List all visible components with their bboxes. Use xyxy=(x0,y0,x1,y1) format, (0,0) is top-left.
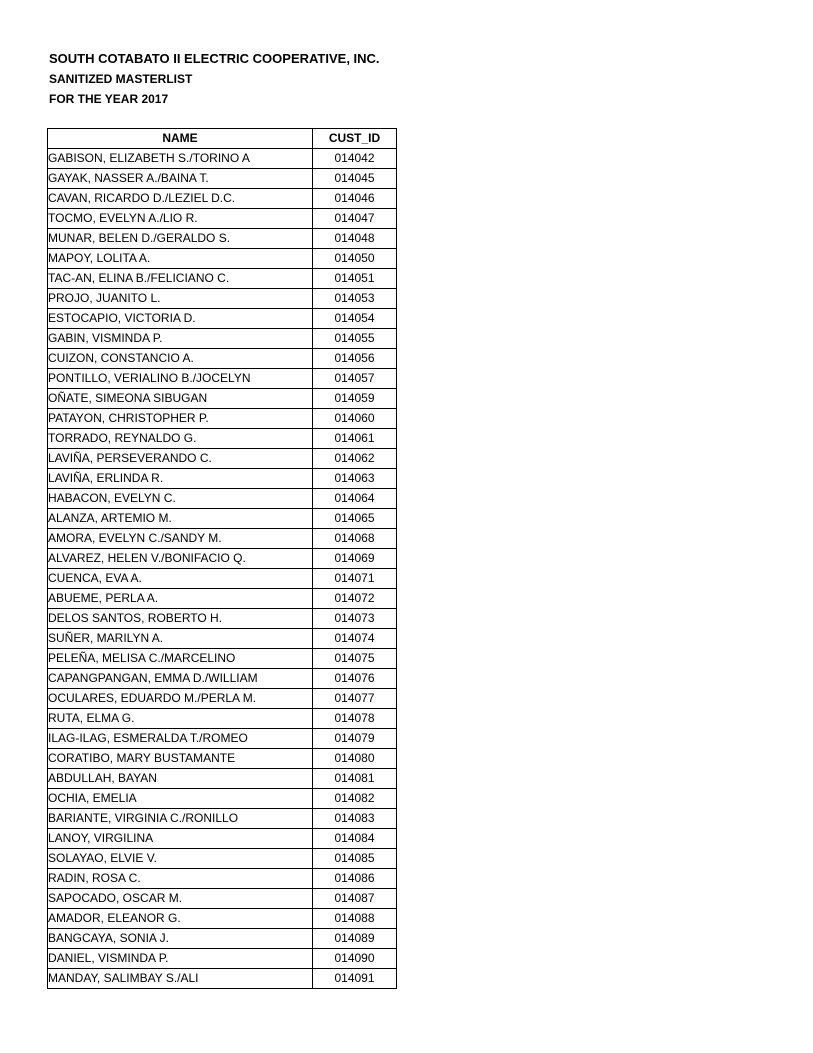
table-row xyxy=(48,529,397,549)
customer-name-cell: HABACON, EVELYN C. xyxy=(48,489,313,509)
header-row xyxy=(48,129,397,149)
table-row xyxy=(48,409,397,429)
customer-id-cell: 014083 xyxy=(313,809,397,829)
customer-name-cell: PONTILLO, VERIALINO B./JOCELYN xyxy=(48,369,313,389)
customer-name-cell: MANDAY, SALIMBAY S./ALI xyxy=(48,969,313,989)
customer-id-cell: 014063 xyxy=(313,469,397,489)
customer-name-cell: BANGCAYA, SONIA J. xyxy=(48,929,313,949)
customer-id-cell: 014064 xyxy=(313,489,397,509)
table-row xyxy=(48,869,397,889)
table-row xyxy=(48,509,397,529)
table-row xyxy=(48,969,397,989)
customer-id-cell: 014080 xyxy=(313,749,397,769)
table-header xyxy=(48,129,397,149)
customer-id-cell: 014085 xyxy=(313,849,397,869)
table-row xyxy=(48,249,397,269)
table-row xyxy=(48,489,397,509)
customer-id-cell: 014074 xyxy=(313,629,397,649)
customer-id-cell: 014078 xyxy=(313,709,397,729)
customer-id-cell: 014060 xyxy=(313,409,397,429)
table-row xyxy=(48,769,397,789)
customer-name-cell: DELOS SANTOS, ROBERTO H. xyxy=(48,609,313,629)
customer-id-cell: 014054 xyxy=(313,309,397,329)
table-row xyxy=(48,449,397,469)
company-title: SOUTH COTABATO II ELECTRIC COOPERATIVE, INC. xyxy=(49,51,380,66)
customer-name-cell: GABISON, ELIZABETH S./TORINO A xyxy=(48,149,313,169)
name-column-header: NAME xyxy=(48,129,313,149)
customer-name-cell: MAPOY, LOLITA A. xyxy=(48,249,313,269)
table-row xyxy=(48,209,397,229)
table-row xyxy=(48,469,397,489)
table-row xyxy=(48,649,397,669)
table-row xyxy=(48,389,397,409)
customer-id-cell: 014062 xyxy=(313,449,397,469)
customer-name-cell: OCULARES, EDUARDO M./PERLA M. xyxy=(48,689,313,709)
document-subtitle: SANITIZED MASTERLIST xyxy=(49,72,193,86)
table-row xyxy=(48,909,397,929)
table-row xyxy=(48,889,397,909)
customer-name-cell: SOLAYAO, ELVIE V. xyxy=(48,849,313,869)
customer-name-cell: CUENCA, EVA A. xyxy=(48,569,313,589)
table-row xyxy=(48,229,397,249)
table-row xyxy=(48,609,397,629)
customer-name-cell: LAVIÑA, PERSEVERANDO C. xyxy=(48,449,313,469)
customer-name-cell: ABDULLAH, BAYAN xyxy=(48,769,313,789)
masterlist-table xyxy=(47,128,397,989)
customer-id-cell: 014048 xyxy=(313,229,397,249)
customer-name-cell: PATAYON, CHRISTOPHER P. xyxy=(48,409,313,429)
customer-id-cell: 014076 xyxy=(313,669,397,689)
table-row xyxy=(48,789,397,809)
customer-id-cell: 014046 xyxy=(313,189,397,209)
customer-name-cell: BARIANTE, VIRGINIA C./RONILLO xyxy=(48,809,313,829)
table-row xyxy=(48,369,397,389)
table-row xyxy=(48,729,397,749)
customer-id-cell: 014057 xyxy=(313,369,397,389)
table-row xyxy=(48,169,397,189)
customer-id-cell: 014084 xyxy=(313,829,397,849)
table-row xyxy=(48,749,397,769)
customer-name-cell: TAC-AN, ELINA B./FELICIANO C. xyxy=(48,269,313,289)
table-row xyxy=(48,349,397,369)
customer-name-cell: ILAG-ILAG, ESMERALDA T./ROMEO xyxy=(48,729,313,749)
customer-name-cell: ALANZA, ARTEMIO M. xyxy=(48,509,313,529)
customer-name-cell: TORRADO, REYNALDO G. xyxy=(48,429,313,449)
customer-id-cell: 014077 xyxy=(313,689,397,709)
customer-name-cell: LAVIÑA, ERLINDA R. xyxy=(48,469,313,489)
customer-name-cell: AMORA, EVELYN C./SANDY M. xyxy=(48,529,313,549)
customer-id-cell: 014055 xyxy=(313,329,397,349)
customer-id-cell: 014042 xyxy=(313,149,397,169)
table-row xyxy=(48,549,397,569)
table-row xyxy=(48,829,397,849)
customer-id-cell: 014081 xyxy=(313,769,397,789)
customer-name-cell: RADIN, ROSA C. xyxy=(48,869,313,889)
customer-id-cell: 014050 xyxy=(313,249,397,269)
table-row xyxy=(48,149,397,169)
customer-name-cell: CUIZON, CONSTANCIO A. xyxy=(48,349,313,369)
customer-name-cell: GAYAK, NASSER A./BAINA T. xyxy=(48,169,313,189)
customer-name-cell: DANIEL, VISMINDA P. xyxy=(48,949,313,969)
customer-name-cell: SUÑER, MARILYN A. xyxy=(48,629,313,649)
customer-id-cell: 014045 xyxy=(313,169,397,189)
cust-id-column-header: CUST_ID xyxy=(313,129,397,149)
customer-name-cell: ABUEME, PERLA A. xyxy=(48,589,313,609)
customer-name-cell: CAPANGPANGAN, EMMA D./WILLIAM xyxy=(48,669,313,689)
table-row xyxy=(48,809,397,829)
table-row xyxy=(48,189,397,209)
customer-name-cell: CORATIBO, MARY BUSTAMANTE xyxy=(48,749,313,769)
customer-name-cell: LANOY, VIRGILINA xyxy=(48,829,313,849)
customer-name-cell: OÑATE, SIMEONA SIBUGAN xyxy=(48,389,313,409)
customer-id-cell: 014053 xyxy=(313,289,397,309)
customer-id-cell: 014065 xyxy=(313,509,397,529)
customer-name-cell: MUNAR, BELEN D./GERALDO S. xyxy=(48,229,313,249)
customer-id-cell: 014068 xyxy=(313,529,397,549)
year-line: FOR THE YEAR 2017 xyxy=(49,92,169,106)
document-header xyxy=(49,49,380,109)
table-row xyxy=(48,629,397,649)
customer-id-cell: 014091 xyxy=(313,969,397,989)
table-row xyxy=(48,429,397,449)
table-row xyxy=(48,849,397,869)
customer-id-cell: 014072 xyxy=(313,589,397,609)
customer-id-cell: 014047 xyxy=(313,209,397,229)
customer-name-cell: PELEÑA, MELISA C./MARCELINO xyxy=(48,649,313,669)
customer-id-cell: 014082 xyxy=(313,789,397,809)
customer-name-cell: RUTA, ELMA G. xyxy=(48,709,313,729)
customer-name-cell: AMADOR, ELEANOR G. xyxy=(48,909,313,929)
customer-id-cell: 014087 xyxy=(313,889,397,909)
customer-id-cell: 014061 xyxy=(313,429,397,449)
table-row xyxy=(48,309,397,329)
table-row xyxy=(48,709,397,729)
table-row xyxy=(48,689,397,709)
customer-name-cell: ESTOCAPIO, VICTORIA D. xyxy=(48,309,313,329)
table-row xyxy=(48,269,397,289)
table-row xyxy=(48,669,397,689)
customer-id-cell: 014073 xyxy=(313,609,397,629)
customer-name-cell: PROJO, JUANITO L. xyxy=(48,289,313,309)
customer-id-cell: 014056 xyxy=(313,349,397,369)
customer-id-cell: 014088 xyxy=(313,909,397,929)
table-row xyxy=(48,589,397,609)
customer-name-cell: ALVAREZ, HELEN V./BONIFACIO Q. xyxy=(48,549,313,569)
customer-id-cell: 014069 xyxy=(313,549,397,569)
customer-id-cell: 014075 xyxy=(313,649,397,669)
table-row xyxy=(48,929,397,949)
customer-name-cell: TOCMO, EVELYN A./LIO R. xyxy=(48,209,313,229)
customer-id-cell: 014051 xyxy=(313,269,397,289)
table-row xyxy=(48,569,397,589)
customer-id-cell: 014086 xyxy=(313,869,397,889)
customer-id-cell: 014090 xyxy=(313,949,397,969)
table-row xyxy=(48,329,397,349)
customer-id-cell: 014079 xyxy=(313,729,397,749)
customer-id-cell: 014071 xyxy=(313,569,397,589)
customer-id-cell: 014059 xyxy=(313,389,397,409)
customer-name-cell: GABIN, VISMINDA P. xyxy=(48,329,313,349)
table-row xyxy=(48,289,397,309)
customer-name-cell: OCHIA, EMELIA xyxy=(48,789,313,809)
table-row xyxy=(48,949,397,969)
customer-name-cell: SAPOCADO, OSCAR M. xyxy=(48,889,313,909)
customer-name-cell: CAVAN, RICARDO D./LEZIEL D.C. xyxy=(48,189,313,209)
table-body xyxy=(48,149,397,989)
customer-id-cell: 014089 xyxy=(313,929,397,949)
